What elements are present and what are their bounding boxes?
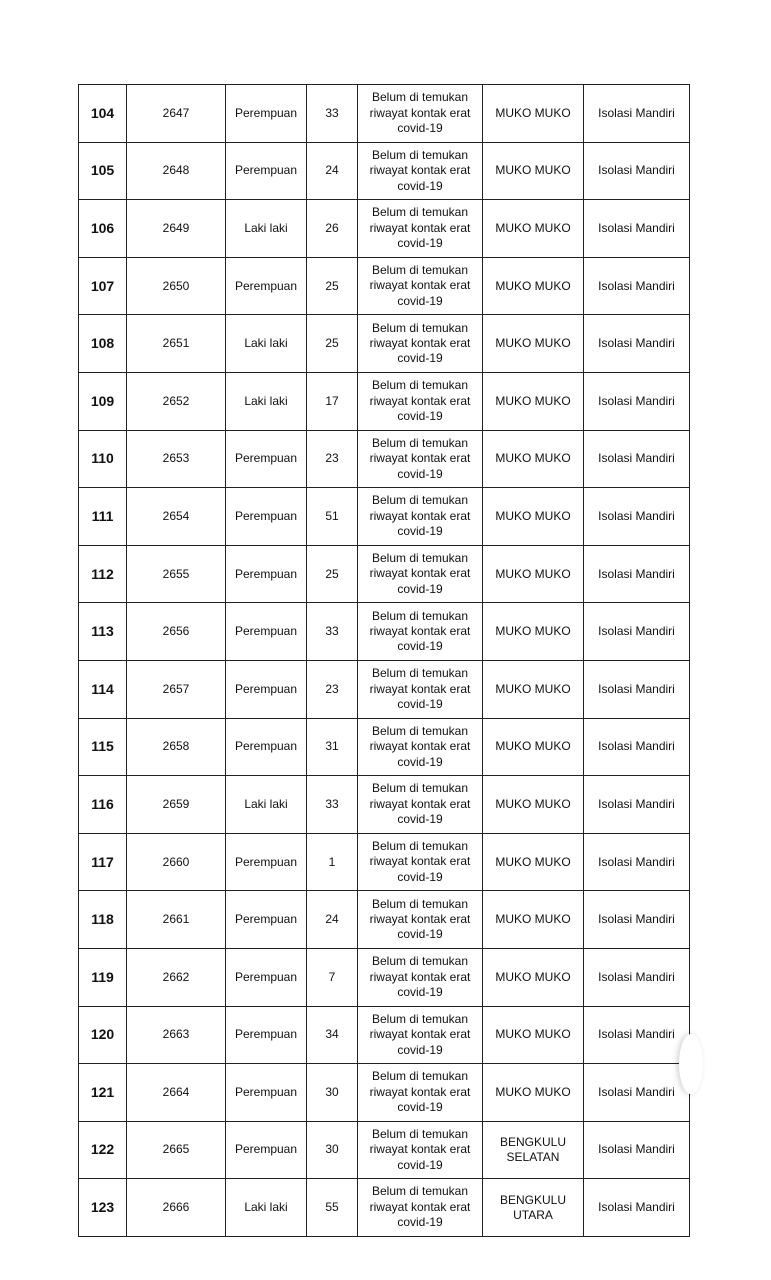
- region-text: MUKO MUKO: [495, 969, 571, 984]
- region-cell: [483, 200, 584, 258]
- contact-status-cell: [358, 660, 483, 718]
- contact-status-cell: [358, 488, 483, 546]
- contact-status-line: riwayat kontak erat: [369, 278, 471, 293]
- case-id-cell: 2656: [127, 603, 226, 661]
- action-cell: Isolasi Mandiri: [584, 776, 690, 834]
- contact-status-line: riwayat kontak erat: [369, 854, 471, 869]
- contact-status-line: Belum di temukan: [371, 1011, 469, 1026]
- contact-status-line: Belum di temukan: [371, 838, 469, 853]
- age-cell: 24: [307, 891, 358, 949]
- case-id-cell: 2655: [127, 545, 226, 603]
- region-cell: [483, 948, 584, 1006]
- region-text: MUKO MUKO: [495, 163, 571, 178]
- sex-cell: Perempuan: [226, 891, 307, 949]
- table-row: [79, 776, 690, 834]
- region-cell: [483, 1064, 584, 1122]
- age-cell: 17: [307, 372, 358, 430]
- case-number-cell: 120: [79, 1006, 127, 1064]
- contact-status-line: Belum di temukan: [371, 147, 469, 162]
- contact-status-line: Belum di temukan: [371, 378, 469, 393]
- case-table-page: [78, 84, 689, 1237]
- contact-status-cell: [358, 430, 483, 488]
- region-text: BENGKULU UTARA: [499, 1192, 567, 1222]
- case-number-cell: 110: [79, 430, 127, 488]
- contact-status-cell: [358, 545, 483, 603]
- case-number-cell: 104: [79, 85, 127, 143]
- table-row: [79, 1006, 690, 1064]
- contact-status-cell: [358, 85, 483, 143]
- action-cell: Isolasi Mandiri: [584, 85, 690, 143]
- region-cell: [483, 257, 584, 315]
- case-id-cell: 2650: [127, 257, 226, 315]
- contact-status-line: riwayat kontak erat: [369, 623, 471, 638]
- case-number-cell: 122: [79, 1121, 127, 1179]
- page-edge-shadow: [679, 1034, 703, 1094]
- case-id-cell: 2647: [127, 85, 226, 143]
- contact-status-line: Belum di temukan: [371, 493, 469, 508]
- region-text: MUKO MUKO: [495, 1027, 571, 1042]
- table-row: [79, 372, 690, 430]
- sex-cell: Perempuan: [226, 257, 307, 315]
- region-text: MUKO MUKO: [495, 854, 571, 869]
- case-number-cell: 112: [79, 545, 127, 603]
- contact-status-line: Belum di temukan: [371, 666, 469, 681]
- action-cell: Isolasi Mandiri: [584, 603, 690, 661]
- region-text: MUKO MUKO: [495, 624, 571, 639]
- region-cell: [483, 315, 584, 373]
- region-cell: [483, 545, 584, 603]
- sex-cell: Perempuan: [226, 1064, 307, 1122]
- contact-status-line: riwayat kontak erat: [369, 1199, 471, 1214]
- action-cell: Isolasi Mandiri: [584, 372, 690, 430]
- sex-cell: Perempuan: [226, 718, 307, 776]
- case-number-cell: 114: [79, 660, 127, 718]
- contact-status-line: Belum di temukan: [371, 320, 469, 335]
- contact-status-line: covid-19: [397, 1215, 443, 1230]
- contact-status-line: riwayat kontak erat: [369, 508, 471, 523]
- age-cell: 23: [307, 660, 358, 718]
- table-row: [79, 142, 690, 200]
- case-id-cell: 2666: [127, 1179, 226, 1237]
- case-id-cell: 2662: [127, 948, 226, 1006]
- region-cell: [483, 891, 584, 949]
- contact-status-line: covid-19: [397, 696, 443, 711]
- case-number-cell: 117: [79, 833, 127, 891]
- sex-cell: Perempuan: [226, 660, 307, 718]
- table-row: [79, 430, 690, 488]
- contact-status-line: riwayat kontak erat: [369, 1142, 471, 1157]
- contact-status-line: covid-19: [397, 293, 443, 308]
- region-text: MUKO MUKO: [495, 1084, 571, 1099]
- case-id-cell: 2659: [127, 776, 226, 834]
- contact-status-line: Belum di temukan: [371, 262, 469, 277]
- contact-status-line: covid-19: [397, 1157, 443, 1172]
- age-cell: 55: [307, 1179, 358, 1237]
- contact-status-line: covid-19: [397, 466, 443, 481]
- contact-status-line: riwayat kontak erat: [369, 451, 471, 466]
- action-cell: Isolasi Mandiri: [584, 1179, 690, 1237]
- contact-status-line: riwayat kontak erat: [369, 911, 471, 926]
- region-text: BENGKULU SELATAN: [499, 1134, 567, 1164]
- age-cell: 25: [307, 545, 358, 603]
- contact-status-line: Belum di temukan: [371, 954, 469, 969]
- contact-status-cell: [358, 833, 483, 891]
- contact-status-cell: [358, 142, 483, 200]
- action-cell: Isolasi Mandiri: [584, 1006, 690, 1064]
- contact-status-line: covid-19: [397, 869, 443, 884]
- sex-cell: Perempuan: [226, 545, 307, 603]
- table-row: [79, 833, 690, 891]
- contact-status-cell: [358, 891, 483, 949]
- case-number-cell: 108: [79, 315, 127, 373]
- contact-status-cell: [358, 200, 483, 258]
- table-row: [79, 200, 690, 258]
- case-number-cell: 115: [79, 718, 127, 776]
- contact-status-line: covid-19: [397, 524, 443, 539]
- contact-status-line: Belum di temukan: [371, 435, 469, 450]
- case-number-cell: 119: [79, 948, 127, 1006]
- age-cell: 26: [307, 200, 358, 258]
- case-number-cell: 121: [79, 1064, 127, 1122]
- case-id-cell: 2661: [127, 891, 226, 949]
- table-row: [79, 948, 690, 1006]
- action-cell: Isolasi Mandiri: [584, 315, 690, 373]
- case-number-cell: 105: [79, 142, 127, 200]
- action-cell: Isolasi Mandiri: [584, 833, 690, 891]
- contact-status-cell: [358, 1006, 483, 1064]
- case-id-cell: 2660: [127, 833, 226, 891]
- action-cell: Isolasi Mandiri: [584, 1064, 690, 1122]
- sex-cell: Perempuan: [226, 85, 307, 143]
- contact-status-cell: [358, 776, 483, 834]
- age-cell: 51: [307, 488, 358, 546]
- contact-status-cell: [358, 718, 483, 776]
- case-number-cell: 111: [79, 488, 127, 546]
- action-cell: Isolasi Mandiri: [584, 660, 690, 718]
- contact-status-line: Belum di temukan: [371, 1069, 469, 1084]
- age-cell: 23: [307, 430, 358, 488]
- contact-status-line: covid-19: [397, 1042, 443, 1057]
- action-cell: Isolasi Mandiri: [584, 142, 690, 200]
- contact-status-line: Belum di temukan: [371, 723, 469, 738]
- contact-status-cell: [358, 257, 483, 315]
- age-cell: 25: [307, 315, 358, 373]
- case-id-cell: 2665: [127, 1121, 226, 1179]
- contact-status-line: Belum di temukan: [371, 1184, 469, 1199]
- table-row: [79, 1121, 690, 1179]
- table-row: [79, 257, 690, 315]
- region-cell: [483, 430, 584, 488]
- region-cell: [483, 142, 584, 200]
- age-cell: 25: [307, 257, 358, 315]
- region-text: MUKO MUKO: [495, 912, 571, 927]
- contact-status-line: riwayat kontak erat: [369, 681, 471, 696]
- contact-status-line: covid-19: [397, 351, 443, 366]
- case-id-cell: 2648: [127, 142, 226, 200]
- table-row: [79, 315, 690, 373]
- region-text: MUKO MUKO: [495, 278, 571, 293]
- region-text: MUKO MUKO: [495, 105, 571, 120]
- sex-cell: Perempuan: [226, 430, 307, 488]
- action-cell: Isolasi Mandiri: [584, 545, 690, 603]
- region-cell: [483, 776, 584, 834]
- table-row: [79, 85, 690, 143]
- region-text: MUKO MUKO: [495, 220, 571, 235]
- contact-status-cell: [358, 1179, 483, 1237]
- contact-status-line: riwayat kontak erat: [369, 335, 471, 350]
- region-cell: [483, 372, 584, 430]
- case-id-cell: 2657: [127, 660, 226, 718]
- region-cell: [483, 1006, 584, 1064]
- contact-status-line: Belum di temukan: [371, 781, 469, 796]
- action-cell: Isolasi Mandiri: [584, 891, 690, 949]
- contact-status-line: riwayat kontak erat: [369, 105, 471, 120]
- case-number-cell: 116: [79, 776, 127, 834]
- sex-cell: Laki laki: [226, 200, 307, 258]
- contact-status-cell: [358, 315, 483, 373]
- contact-status-line: covid-19: [397, 581, 443, 596]
- contact-status-line: riwayat kontak erat: [369, 1084, 471, 1099]
- contact-status-line: covid-19: [397, 984, 443, 999]
- contact-status-line: riwayat kontak erat: [369, 969, 471, 984]
- contact-status-line: covid-19: [397, 812, 443, 827]
- table-row: [79, 488, 690, 546]
- region-text: MUKO MUKO: [495, 393, 571, 408]
- contact-status-line: covid-19: [397, 1100, 443, 1115]
- age-cell: 7: [307, 948, 358, 1006]
- table-row: [79, 603, 690, 661]
- table-row: [79, 1064, 690, 1122]
- contact-status-cell: [358, 948, 483, 1006]
- action-cell: Isolasi Mandiri: [584, 1121, 690, 1179]
- contact-status-line: Belum di temukan: [371, 896, 469, 911]
- table-row: [79, 718, 690, 776]
- action-cell: Isolasi Mandiri: [584, 200, 690, 258]
- region-cell: [483, 488, 584, 546]
- case-table-body: [79, 85, 690, 1237]
- case-id-cell: 2663: [127, 1006, 226, 1064]
- table-row: [79, 660, 690, 718]
- table-row: [79, 1179, 690, 1237]
- region-text: MUKO MUKO: [495, 451, 571, 466]
- region-text: MUKO MUKO: [495, 796, 571, 811]
- age-cell: 24: [307, 142, 358, 200]
- case-number-cell: 107: [79, 257, 127, 315]
- sex-cell: Perempuan: [226, 1121, 307, 1179]
- sex-cell: Laki laki: [226, 776, 307, 834]
- case-table: [78, 84, 690, 1237]
- region-cell: [483, 1121, 584, 1179]
- region-cell: [483, 603, 584, 661]
- region-text: MUKO MUKO: [495, 566, 571, 581]
- sex-cell: Laki laki: [226, 372, 307, 430]
- age-cell: 34: [307, 1006, 358, 1064]
- contact-status-line: covid-19: [397, 639, 443, 654]
- case-id-cell: 2652: [127, 372, 226, 430]
- age-cell: 30: [307, 1121, 358, 1179]
- case-number-cell: 113: [79, 603, 127, 661]
- sex-cell: Perempuan: [226, 1006, 307, 1064]
- contact-status-cell: [358, 603, 483, 661]
- age-cell: 33: [307, 776, 358, 834]
- region-cell: [483, 85, 584, 143]
- contact-status-cell: [358, 1121, 483, 1179]
- region-text: MUKO MUKO: [495, 739, 571, 754]
- contact-status-cell: [358, 1064, 483, 1122]
- sex-cell: Laki laki: [226, 315, 307, 373]
- case-id-cell: 2649: [127, 200, 226, 258]
- region-text: MUKO MUKO: [495, 336, 571, 351]
- contact-status-line: covid-19: [397, 408, 443, 423]
- table-row: [79, 545, 690, 603]
- case-id-cell: 2651: [127, 315, 226, 373]
- contact-status-line: Belum di temukan: [371, 90, 469, 105]
- age-cell: 1: [307, 833, 358, 891]
- sex-cell: Perempuan: [226, 142, 307, 200]
- age-cell: 33: [307, 603, 358, 661]
- contact-status-line: Belum di temukan: [371, 608, 469, 623]
- region-cell: [483, 660, 584, 718]
- action-cell: Isolasi Mandiri: [584, 718, 690, 776]
- contact-status-line: riwayat kontak erat: [369, 796, 471, 811]
- action-cell: Isolasi Mandiri: [584, 430, 690, 488]
- case-number-cell: 109: [79, 372, 127, 430]
- region-text: MUKO MUKO: [495, 681, 571, 696]
- sex-cell: Perempuan: [226, 603, 307, 661]
- case-id-cell: 2653: [127, 430, 226, 488]
- action-cell: Isolasi Mandiri: [584, 948, 690, 1006]
- contact-status-line: riwayat kontak erat: [369, 739, 471, 754]
- case-id-cell: 2664: [127, 1064, 226, 1122]
- contact-status-line: riwayat kontak erat: [369, 163, 471, 178]
- contact-status-line: riwayat kontak erat: [369, 1027, 471, 1042]
- sex-cell: Perempuan: [226, 948, 307, 1006]
- age-cell: 33: [307, 85, 358, 143]
- case-number-cell: 106: [79, 200, 127, 258]
- sex-cell: Laki laki: [226, 1179, 307, 1237]
- contact-status-line: covid-19: [397, 236, 443, 251]
- action-cell: Isolasi Mandiri: [584, 488, 690, 546]
- region-cell: [483, 718, 584, 776]
- contact-status-line: Belum di temukan: [371, 205, 469, 220]
- contact-status-cell: [358, 372, 483, 430]
- table-row: [79, 891, 690, 949]
- region-text: MUKO MUKO: [495, 508, 571, 523]
- sex-cell: Perempuan: [226, 488, 307, 546]
- sex-cell: Perempuan: [226, 833, 307, 891]
- contact-status-line: riwayat kontak erat: [369, 566, 471, 581]
- age-cell: 31: [307, 718, 358, 776]
- region-cell: [483, 1179, 584, 1237]
- contact-status-line: riwayat kontak erat: [369, 393, 471, 408]
- contact-status-line: Belum di temukan: [371, 550, 469, 565]
- contact-status-line: covid-19: [397, 927, 443, 942]
- case-number-cell: 123: [79, 1179, 127, 1237]
- contact-status-line: Belum di temukan: [371, 1126, 469, 1141]
- case-number-cell: 118: [79, 891, 127, 949]
- case-id-cell: 2654: [127, 488, 226, 546]
- age-cell: 30: [307, 1064, 358, 1122]
- action-cell: Isolasi Mandiri: [584, 257, 690, 315]
- region-cell: [483, 833, 584, 891]
- case-id-cell: 2658: [127, 718, 226, 776]
- contact-status-line: riwayat kontak erat: [369, 220, 471, 235]
- contact-status-line: covid-19: [397, 754, 443, 769]
- contact-status-line: covid-19: [397, 121, 443, 135]
- contact-status-line: covid-19: [397, 178, 443, 193]
